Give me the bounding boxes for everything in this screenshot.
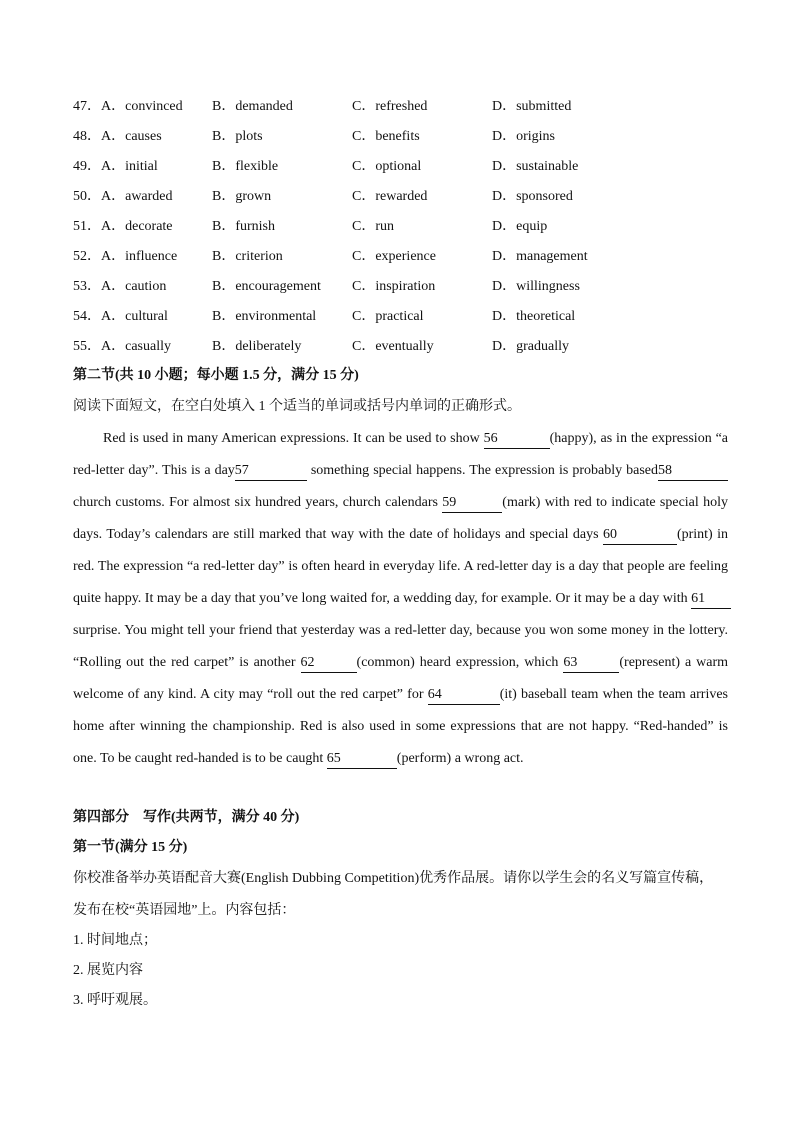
passage-line: Red is used in many American expressions. It can be used to show 56 (happy), as in the expression “a: [103, 428, 728, 450]
part4-heading: 第四部分 写作(共两节，满分 40 分): [73, 810, 300, 825]
option-a[interactable]: A．causes: [101, 129, 162, 144]
option-c[interactable]: C．eventually: [352, 339, 434, 354]
part4-subheading: 第一节(满分 15 分): [73, 840, 188, 855]
option-a[interactable]: A．convinced: [101, 99, 183, 114]
option-a[interactable]: A．initial: [101, 159, 158, 174]
option-b[interactable]: B．environmental: [212, 309, 317, 324]
question-number: 50．: [73, 189, 101, 204]
blank-57[interactable]: 57: [235, 462, 307, 481]
option-b[interactable]: B．furnish: [212, 219, 275, 234]
blank-60[interactable]: 60: [603, 526, 677, 545]
passage-line: one. To be caught red-handed is to be caught 65 (perform) a wrong act.: [73, 748, 728, 770]
option-a[interactable]: A．cultural: [101, 309, 168, 324]
option-d[interactable]: D．origins: [492, 129, 555, 144]
passage-line: quite happy. It may be a day that you’ve long waited for, a wedding day, for example. Or it may be a day with 61: [73, 588, 728, 610]
option-b[interactable]: B．encouragement: [212, 279, 321, 294]
blank-61[interactable]: 61: [691, 590, 731, 609]
question-number: 54．: [73, 309, 101, 324]
blank-65[interactable]: 65: [327, 750, 397, 769]
option-c[interactable]: C．practical: [352, 309, 424, 324]
option-a[interactable]: A．decorate: [101, 219, 173, 234]
option-b[interactable]: B．grown: [212, 189, 272, 204]
option-a[interactable]: A．casually: [101, 339, 171, 354]
question-number: 55．: [73, 339, 101, 354]
passage-line: red-letter day”. This is a day57 something special happens. The expression is probably based58: [73, 460, 728, 482]
writing-prompt: 你校准备举办英语配音大赛(English Dubbing Competition)优秀作品展。请你以学生会的名义写篇宣传稿，: [73, 871, 714, 886]
writing-prompt: 发布在校“英语园地”上。内容包括：: [73, 903, 296, 918]
option-b[interactable]: B．demanded: [212, 99, 293, 114]
option-c[interactable]: C．refreshed: [352, 99, 428, 114]
question-number: 49．: [73, 159, 101, 174]
question-number: 52．: [73, 249, 101, 264]
passage-line: welcome of any kind. A city may “roll out the red carpet” for 64 (it) baseball team when the team arrives: [73, 684, 728, 706]
prompt-item: 3. 呼吁观展。: [73, 993, 157, 1008]
question-number: 51．: [73, 219, 101, 234]
blank-63[interactable]: 63: [563, 654, 619, 673]
option-d[interactable]: D．submitted: [492, 99, 572, 114]
option-d[interactable]: D．theoretical: [492, 309, 576, 324]
passage-line: home after winning the championship. Red is also used in some expressions that are not happy. “Red-handed” is: [73, 719, 728, 734]
option-d[interactable]: D．management: [492, 249, 588, 264]
option-b[interactable]: B．flexible: [212, 159, 279, 174]
option-c[interactable]: C．benefits: [352, 129, 420, 144]
blank-62[interactable]: 62: [301, 654, 357, 673]
option-c[interactable]: C．inspiration: [352, 279, 436, 294]
option-c[interactable]: C．run: [352, 219, 394, 234]
option-b[interactable]: B．deliberately: [212, 339, 302, 354]
question-number: 48．: [73, 129, 101, 144]
section2-heading: 第二节(共 10 小题；每小题 1.5 分，满分 15 分): [73, 368, 359, 383]
option-d[interactable]: D．gradually: [492, 339, 569, 354]
blank-56[interactable]: 56: [484, 430, 550, 449]
option-c[interactable]: C．rewarded: [352, 189, 428, 204]
option-a[interactable]: A．awarded: [101, 189, 173, 204]
blank-64[interactable]: 64: [428, 686, 500, 705]
option-c[interactable]: C．experience: [352, 249, 436, 264]
question-number: 53．: [73, 279, 101, 294]
option-d[interactable]: D．sponsored: [492, 189, 573, 204]
option-a[interactable]: A．caution: [101, 279, 167, 294]
blank-59[interactable]: 59: [442, 494, 502, 513]
option-d[interactable]: D．willingness: [492, 279, 580, 294]
passage-line: days. Today’s calendars are still marked that way with the date of holidays and special days 60 (print) in: [73, 524, 728, 546]
question-number: 47．: [73, 99, 101, 114]
passage-line: red. The expression “a red-letter day” is often heard in everyday life. A red-letter day is a day that people are feeling: [73, 559, 728, 574]
section2-instruction: 阅读下面短文，在空白处填入 1 个适当的单词或括号内单词的正确形式。: [73, 399, 521, 414]
passage-line: surprise. You might tell your friend that yesterday was a red-letter day, because you won some money in the lottery.: [73, 623, 728, 638]
prompt-item: 1. 时间地点；: [73, 933, 157, 948]
option-d[interactable]: D．equip: [492, 219, 548, 234]
option-b[interactable]: B．plots: [212, 129, 263, 144]
option-b[interactable]: B．criterion: [212, 249, 283, 264]
option-d[interactable]: D．sustainable: [492, 159, 579, 174]
blank-58[interactable]: 58: [658, 462, 728, 481]
passage-line: “Rolling out the red carpet” is another 62 (common) heard expression, which 63 (represent) a warm: [73, 652, 728, 674]
passage-line: church customs. For almost six hundred years, church calendars 59 (mark) with red to indicate special holy: [73, 492, 728, 514]
option-c[interactable]: C．optional: [352, 159, 422, 174]
option-a[interactable]: A．influence: [101, 249, 178, 264]
prompt-item: 2. 展览内容: [73, 963, 143, 978]
